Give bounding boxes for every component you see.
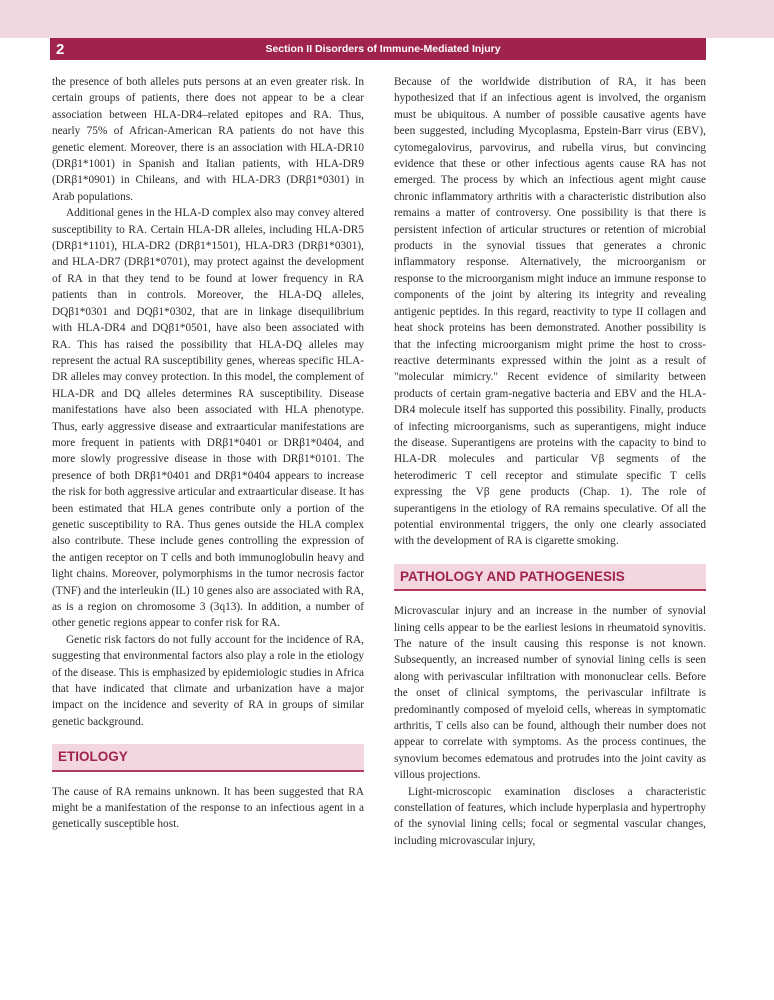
right-column [394, 74, 706, 849]
paragraph-microvascular-injury: Microvascular injury and an increase in the number of synovial lining cells appear to be the earliest lesions in rheumatoid synovitis. The nature of the insult causing this response is not known. Subsequently, an increased number of synovial lining cells is seen along with perivascular infiltration with mononuclear cells. Before the onset of clinical symptoms, the perivascular infiltrate is predominantly composed of myeloid cells, whereas in symptomatic arthritis, T cells also can be found, although their number does not appear to correlate with symptoms. As the process continues, the synovium becomes edematous and protrudes into the joint cavity as villous projections. [394, 605, 706, 782]
paragraph-genetic-risk: Genetic risk factors do not fully account for the incidence of RA, suggesting that environmental factors also play a role in the etiology of the disease. This is emphasized by epidemiologic studies in Africa that have indicated that climate and urbanization have a major impact on the incidence and severity of RA in groups of similar genetic background. [52, 633, 364, 728]
paragraph-additional-genes: Additional genes in the HLA-D complex also may convey altered susceptibility to RA. Certain HLA-DR alleles, including HLA-DR5 (DRβ1*1101), HLA-DR2 (DRβ1*1501), HLA-DR3 (DRβ1*0301), and HLA-DR7 (DRβ1*0701), may protect against the development of RA in that they tend to be found at lower frequency in RA patients than in controls. Moreover, the HLA-DQ alleles, DQβ1*0301 and DQβ1*0302, that are in linkage disequilibrium with HLA-DR4 and DQβ1*0501, have also been associated with RA. This has raised the possibility that HLA-DQ alleles may represent the actual RA susceptibility genes, whereas specific HLA-DR alleles may convey protection. In this model, the complement of HLA-DR and DQ alleles determines RA susceptibility. Disease manifestations have also been associated with HLA phenotype. Thus, early aggressive disease and extraarticular manifestations are more frequent in patients with DRβ1*0401 or DRβ1*0404, and more slowly progressive disease in those with DRβ1*0101. The presence of both DRβ1*0401 and DRβ1*0404 appears to increase the risk for both aggressive articular and extraarticular disease. It has been estimated that HLA genes contribute only a portion of the genetic susceptibility to RA. Thus genes outside the HLA complex also contribute. These include genes controlling the expression of the antigen receptor on T cells and both immunoglobulin heavy and light chains. Moreover, polymorphisms in the tumor necrosis factor (TNF) and the interleukin (IL) 10 genes also are associated with RA, as is a region on chromosome 3 (3q13). In addition, a number of other genetic regions appear to confer risk for RA. [52, 207, 364, 630]
paragraph-light-microscopic: Light-microscopic examination discloses a characteristic constellation of features, which include hyperplasia and hypertrophy of the synovial lining cells; focal or segmental vascular changes, including microvascular injury, [394, 785, 706, 847]
paragraph-infectious-agents: Because of the worldwide distribution of RA, it has been hypothesized that if an infectious agent is involved, the organism must be ubiquitous. A number of possible causative agents have been suggested, including Mycoplasma, Epstein-Barr virus (EBV), cytomegalovirus, parvovirus, and rubella virus, but convincing evidence that these or other infectious agents cause RA has not emerged. The process by which an infectious agent might cause chronic inflammatory arthritis with a characteristic distribution also remains a matter of controversy. One possibility is that there is persistent infection of articular structures or retention of microbial products in the synovial tissues that generates a chronic inflammatory response. Alternatively, the microorganism or response to the microorganism might induce an immune response to components of the joint by altering its integrity and revealing antigenic peptides. In this regard, reactivity to type II collagen and heat shock proteins has been demonstrated. Another possibility is that the infecting microorganism might prime the host to cross-reactive determinants expressed within the joint as a result of "molecular mimicry." Recent evidence of similarity between products of certain gram-negative bacteria and EBV and the HLA-DR4 molecule itself has supported this possibility. Finally, products of infecting microorganisms, such as superantigens, might induce the disease. Superantigens are proteins with the capacity to bind to HLA-DR molecules and particular Vβ segments of the heterodimeric T cell receptor and stimulate specific T cells expressing the Vβ gene products (Chap. 1). The role of superantigens in the etiology of RA remains speculative. Of all the potential environmental triggers, the only one clearly associated with the development of RA is cigarette smoking. [394, 76, 706, 548]
paragraph-etiology-intro: The cause of RA remains unknown. It has been suggested that RA might be a manifestation of the response to an infectious agent in a genetically susceptible host. [52, 785, 364, 831]
running-header [50, 38, 706, 60]
paragraph-hla-continued: the presence of both alleles puts persons at an even greater risk. In certain groups of patients, there does not appear to be a clear association between HLA-DR4–related epitopes and RA. Thus, nearly 75% of African-American RA patients do not have this genetic element. Moreover, there is an association with HLA-DR10 (DRβ1*1001) in Spanish and Italian patients, with HLA-DR9 (DRβ1*0901) in Chileans, and with HLA-DR3 (DRβ1*0301) in Arab populations. [52, 76, 364, 203]
pathology-heading: PATHOLOGY AND PATHOGENESIS [394, 564, 706, 591]
etiology-heading: ETIOLOGY [52, 744, 364, 771]
top-margin-band [0, 0, 774, 38]
running-head-title: Section II Disorders of Immune-Mediated Injury [265, 43, 501, 55]
left-column [52, 74, 364, 833]
page-number: 2 [56, 40, 65, 58]
